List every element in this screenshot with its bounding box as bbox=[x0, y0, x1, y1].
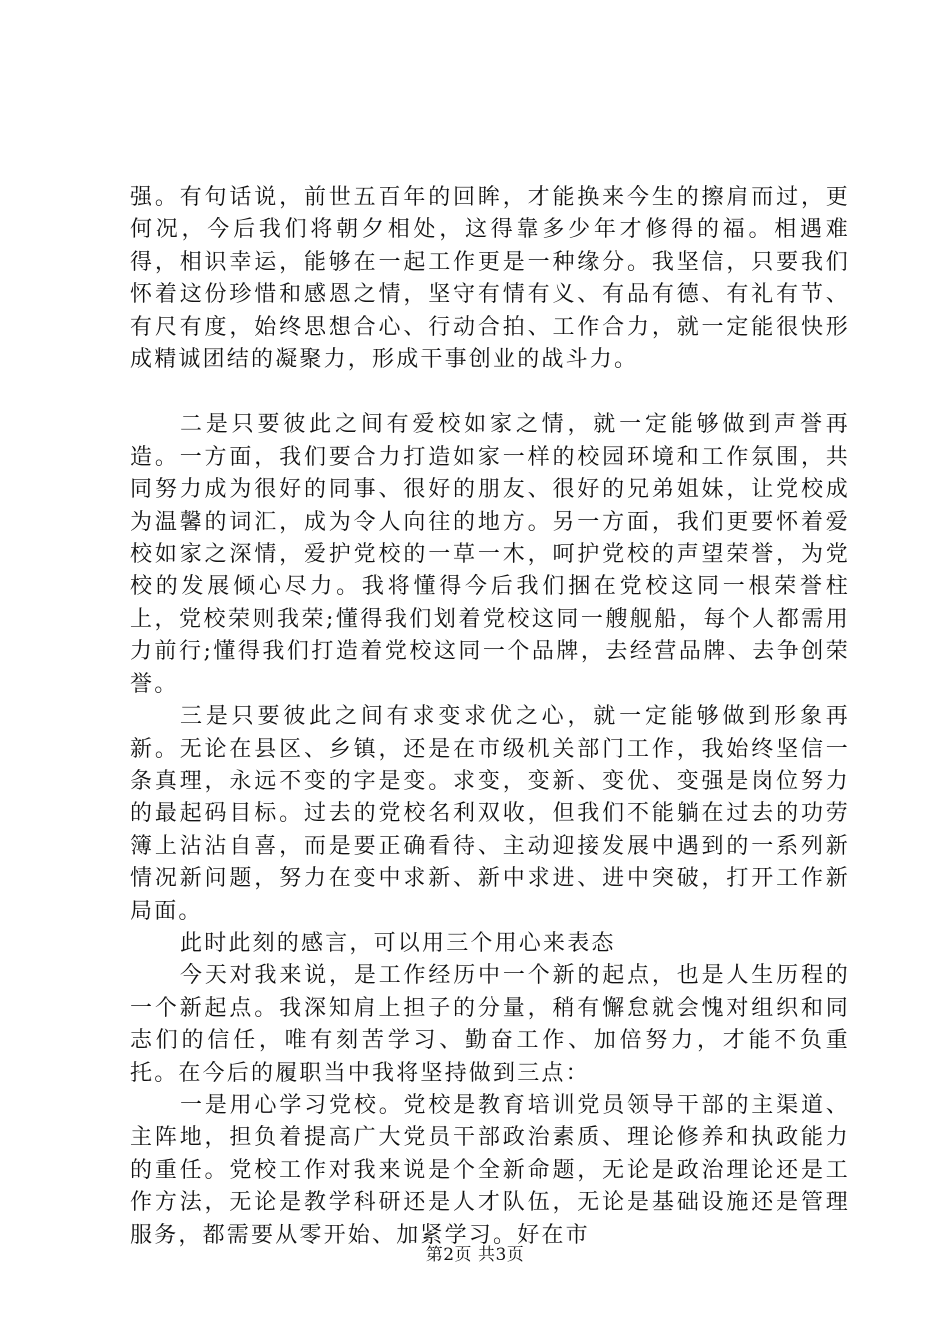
paragraph-1: 强。有句话说，前世五百年的回眸，才能换来今生的擦肩而过，更何况，今后我们将朝夕相处，这得靠多少年才修得的福。相遇难得，相识幸运，能够在一起工作更是一种缘分。我坚信，只要我们怀着这份珍惜和感恩之情，坚守有情有义、有品有德、有礼有节、有尺有度，始终思想合心、行动合拍、工作合力，就一定能很快形成精诚团结的凝聚力，形成干事创业的战斗力。 bbox=[130, 185, 850, 373]
page-footer: 第2页 共3页 bbox=[425, 1245, 525, 1265]
paragraph-3: 三是只要彼此之间有求变求优之心，就一定能够做到形象再新。无论在县区、乡镇，还是在市级机关部门工作，我始终坚信一条真理，永远不变的字是变。求变，变新、变优、变强是岗位努力的最起码目标。过去的党校名利双收，但我们不能躺在过去的功劳簿上沾沾自喜，而是要正确看待、主动迎接发展中遇到的一系列新情况新问题，努力在变中求新、新中求进、进中突破，打开工作新局面。 bbox=[130, 704, 850, 924]
paragraph-5: 今天对我来说，是工作经历中一个新的起点，也是人生历程的一个新起点。我深知肩上担子的分量，稍有懈怠就会愧对组织和同志们的信任，唯有刻苦学习、勤奋工作、加倍努力，才能不负重托。在今后的履职当中我将坚持做到三点： bbox=[130, 963, 850, 1086]
paragraph-4: 此时此刻的感言，可以用三个用心来表态 bbox=[180, 930, 616, 956]
paragraph-2: 二是只要彼此之间有爱校如家之情，就一定能够做到声誉再造。一方面，我们要合力打造如家一样的校园环境和工作氛围，共同努力成为很好的同事、很好的朋友、很好的兄弟姐妹，让党校成为温馨的词汇，成为令人向往的地方。另一方面，我们更要怀着爱校如家之深情，爱护党校的一草一木，呵护党校的声望荣誉，为党校的发展倾心尽力。我将懂得今后我们捆在党校这同一根荣誉柱上，党校荣则我荣;懂得我们划着党校这同一艘舰船，每个人都需用力前行;懂得我们打造着党校这同一个品牌，去经营品牌、去争创荣誉。 bbox=[130, 412, 850, 697]
document-body bbox=[130, 182, 850, 1252]
paragraph-6: 一是用心学习党校。党校是教育培训党员领导干部的主渠道、主阵地，担负着提高广大党员干部政治素质、理论修养和执政能力的重任。党校工作对我来说是个全新命题，无论是政治理论还是工作方法，无论是教学科研还是人才队伍，无论是基础设施还是管理服务，都需要从零开始、加紧学习。好在市 bbox=[130, 1092, 850, 1248]
